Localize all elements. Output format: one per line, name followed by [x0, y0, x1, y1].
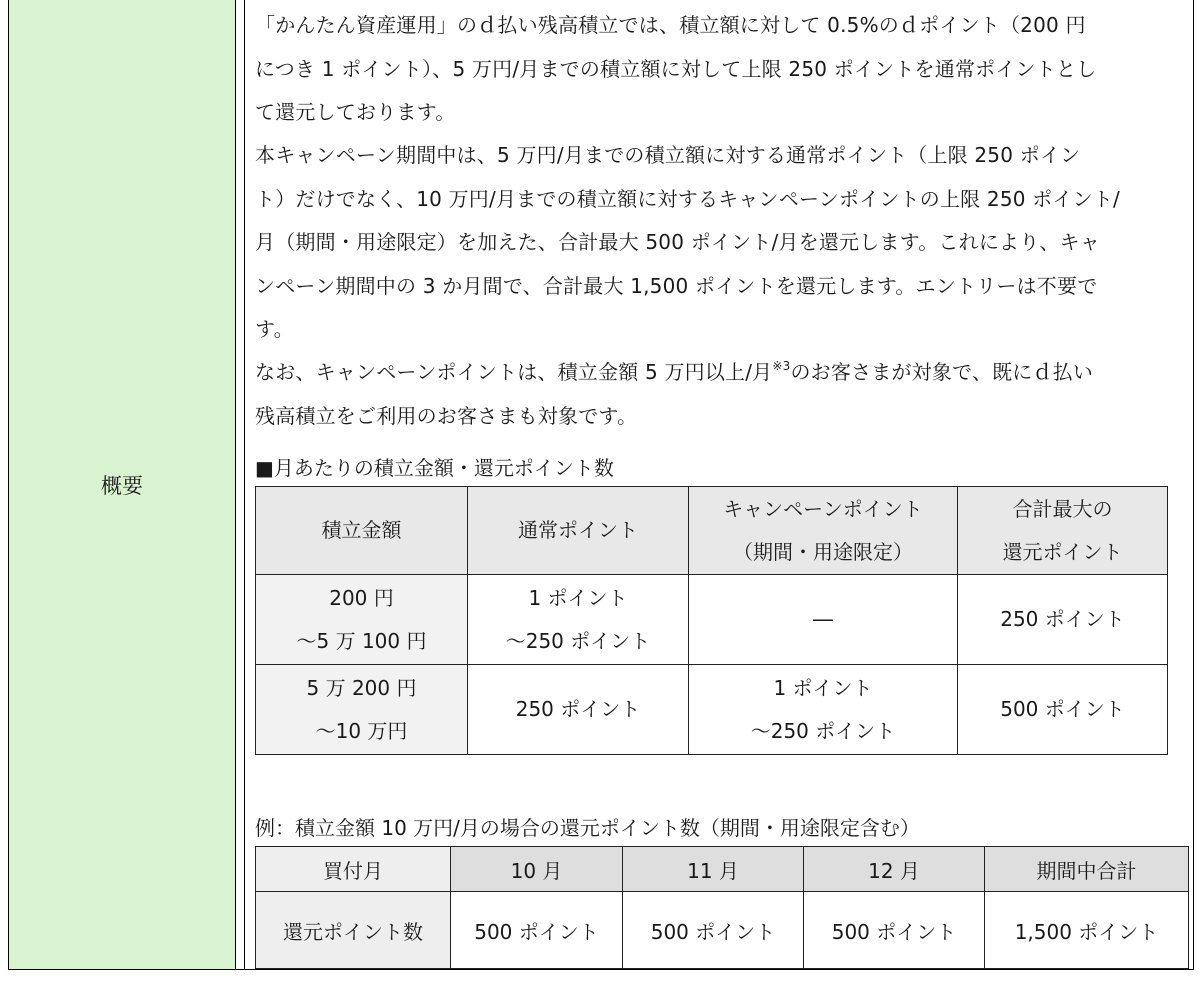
total-points-cell: 500 ポイント — [958, 665, 1168, 755]
text-line: 本キャンペーン期間中は、5 万円/月までの積立額に対する通常ポイント（上限 250 ポイン — [255, 143, 1081, 167]
amount-cell — [256, 665, 468, 755]
header-normal-points: 通常ポイント — [468, 487, 689, 575]
total-points-cell: 250 ポイント — [958, 575, 1168, 665]
text-line: ンペーン期間中の 3 か月間で、合計最大 1,500 ポイントを還元します。エントリーは不要で — [255, 273, 1098, 298]
cell-line: ～250 ポイント — [750, 718, 896, 743]
header-campaign-points — [689, 487, 958, 575]
table-header-row — [256, 487, 1168, 575]
table-row — [256, 665, 1168, 755]
header-month: 10 月 — [451, 847, 623, 892]
cell-line: ～250 ポイント — [505, 628, 651, 653]
cell-line: 1 ポイント — [773, 675, 873, 700]
campaign-points-cell — [689, 665, 958, 755]
table-header-row — [256, 847, 1189, 892]
overview-table-row — [8, 0, 1194, 970]
row-label-points: 還元ポイント数 — [256, 892, 451, 969]
campaign-points-cell: ― — [689, 575, 958, 665]
text-line: 月（期間・用途限定）を加えた、合計最大 500 ポイント/月を還元します。これにより、キャ — [255, 230, 1101, 254]
monthly-points-table — [255, 486, 1168, 755]
cell-line: ～10 万円 — [315, 718, 408, 743]
header-line: 合計最大の — [1012, 496, 1113, 521]
header-period-total: 期間中合計 — [985, 847, 1189, 892]
row-label-cell — [9, 0, 236, 969]
header-amount: 積立金額 — [256, 487, 468, 575]
table-row — [256, 892, 1189, 969]
footnote-marker: ※3 — [772, 359, 791, 373]
row-label: 概要 — [101, 474, 143, 498]
points-cell: 500 ポイント — [451, 892, 623, 969]
cell-line: ～5 万 100 円 — [296, 628, 427, 653]
header-line: キャンペーンポイント — [723, 496, 923, 521]
text-line: て還元しております。 — [255, 100, 456, 124]
header-total-points — [958, 487, 1168, 575]
content-cell — [245, 0, 1193, 969]
amount-cell — [256, 575, 468, 665]
text-line: ト）だけでなく、10 万円/月までの積立額に対するキャンペーンポイントの上限 250 ポイント/ — [255, 186, 1120, 211]
table-row — [256, 575, 1168, 665]
normal-points-cell — [468, 575, 689, 665]
header-purchase-month: 買付月 — [256, 847, 451, 892]
points-cell: 500 ポイント — [623, 892, 804, 969]
cell-line: 1 ポイント — [528, 585, 628, 610]
normal-points-cell: 250 ポイント — [468, 665, 689, 755]
paragraph-campaign — [255, 134, 1185, 352]
text-line: す。 — [255, 317, 294, 341]
paragraph-note — [255, 351, 1185, 438]
header-line: 還元ポイント — [1002, 539, 1123, 564]
divider-column — [236, 0, 245, 969]
points-cell: 500 ポイント — [804, 892, 985, 969]
table2-heading: 例：積立金額 10 万円/月の場合の還元ポイント数（期間・用途限定含む） — [255, 816, 920, 840]
text-line — [255, 351, 1185, 395]
text-line: につき 1 ポイント）、5 万円/月までの積立額に対して上限 250 ポイントを通常ポイントとし — [255, 56, 1097, 81]
cell-line: 5 万 200 円 — [306, 675, 417, 700]
header-line: （期間・用途限定） — [733, 539, 913, 564]
header-month: 11 月 — [623, 847, 804, 892]
total-points-cell: 1,500 ポイント — [985, 892, 1189, 969]
text-line: 「かんたん資産運用」のｄ払い残高積立では、積立額に対して 0.5%のｄポイント（200 円 — [255, 13, 1086, 37]
cell-line: 200 円 — [329, 585, 394, 610]
text-fragment: なお、キャンペーンポイントは、積立金額 5 万円以上/月 — [255, 360, 773, 384]
text-line: 残高積立をご利用のお客さまも対象です。 — [255, 403, 638, 428]
table1-heading: ■月あたりの積立金額・還元ポイント数 — [255, 456, 614, 480]
header-month: 12 月 — [804, 847, 985, 892]
example-points-table — [255, 846, 1189, 969]
paragraph-intro — [255, 4, 1185, 135]
text-fragment: のお客さまが対象で、既にｄ払い — [790, 360, 1094, 384]
